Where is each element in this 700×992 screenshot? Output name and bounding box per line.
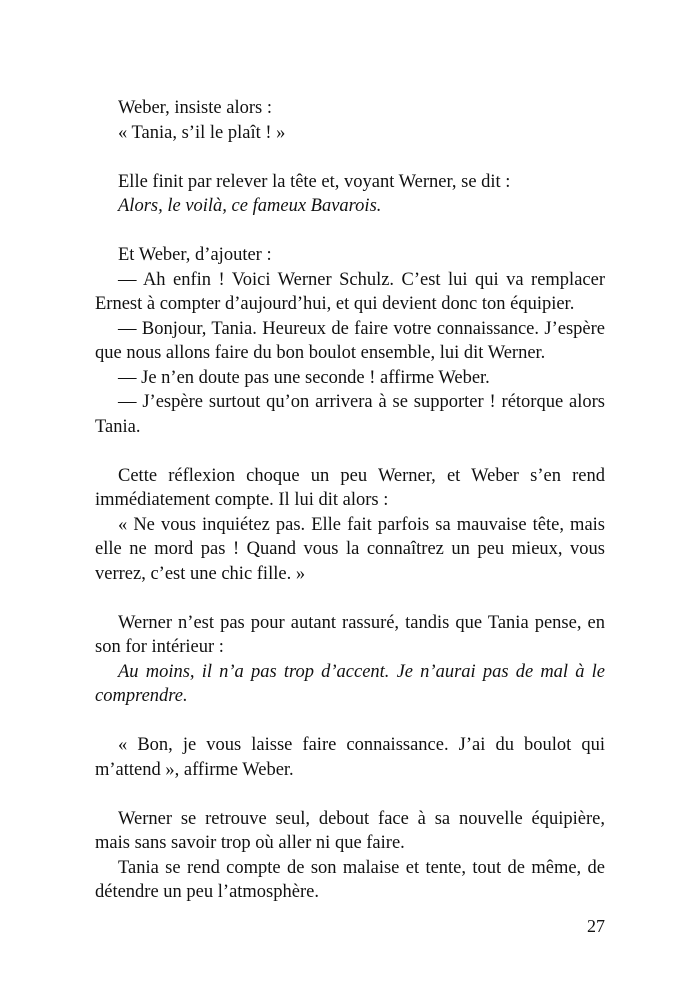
quoted-speech: « Bon, je vous laisse faire connaissance. J’ai du boulot qui m’attend », affirme Weber. [95, 735, 605, 780]
italic-thought: Au moins, il n’a pas trop d’accent. Je n’aurai pas de mal à le comprendre. [95, 661, 605, 706]
paragraph-spacer [95, 145, 605, 170]
paragraph: Cette réflexion choque un peu Werner, et Weber s’en rend immédiatement compte. Il lui dit alors : [95, 465, 605, 510]
paragraph-spacer [95, 219, 605, 244]
paragraph: Tania se rend compte de son malaise et tente, tout de même, de détendre un peu l’atmosphère. [95, 857, 605, 902]
paragraph-spacer [95, 439, 605, 464]
paragraph-spacer [95, 782, 605, 807]
paragraph: Werner se retrouve seul, debout face à sa nouvelle équipière, mais sans savoir trop où aller ni que faire. [95, 808, 605, 853]
dialogue-line: — Bonjour, Tania. Heureux de faire votre connaissance. J’espère que nous allons faire du bon boulot ensemble, lui dit Werner. [95, 318, 605, 363]
dialogue-line: — J’espère surtout qu’on arrivera à se supporter ! rétorque alors Tania. [95, 392, 605, 437]
page-body [95, 96, 605, 905]
paragraph: « Tania, s’il le plaît ! » [118, 122, 286, 143]
dialogue-line: — Ah enfin ! Voici Werner Schulz. C’est lui qui va remplacer Ernest à compter d’aujourd’hui, et qui devient donc ton équipier. [95, 269, 605, 314]
paragraph-spacer [95, 586, 605, 611]
paragraph: Elle finit par relever la tête et, voyant Werner, se dit : [118, 171, 511, 192]
paragraph: Werner n’est pas pour autant rassuré, tandis que Tania pense, en son for intérieur : [95, 612, 605, 657]
italic-thought: Alors, le voilà, ce fameux Bavarois. [118, 196, 382, 216]
paragraph: Et Weber, d’ajouter : [118, 245, 272, 265]
paragraph-spacer [95, 709, 605, 734]
quoted-speech: « Ne vous inquiétez pas. Elle fait parfois sa mauvaise tête, mais elle ne mord pas ! Quand vous la connaîtrez un peu mieux, vous verrez, c’est une chic fille. » [95, 514, 605, 584]
paragraph: Weber, insiste alors : [118, 98, 272, 118]
dialogue-line: — Je n’en doute pas une seconde ! affirme Weber. [118, 367, 490, 388]
page-number: 27 [587, 916, 605, 936]
